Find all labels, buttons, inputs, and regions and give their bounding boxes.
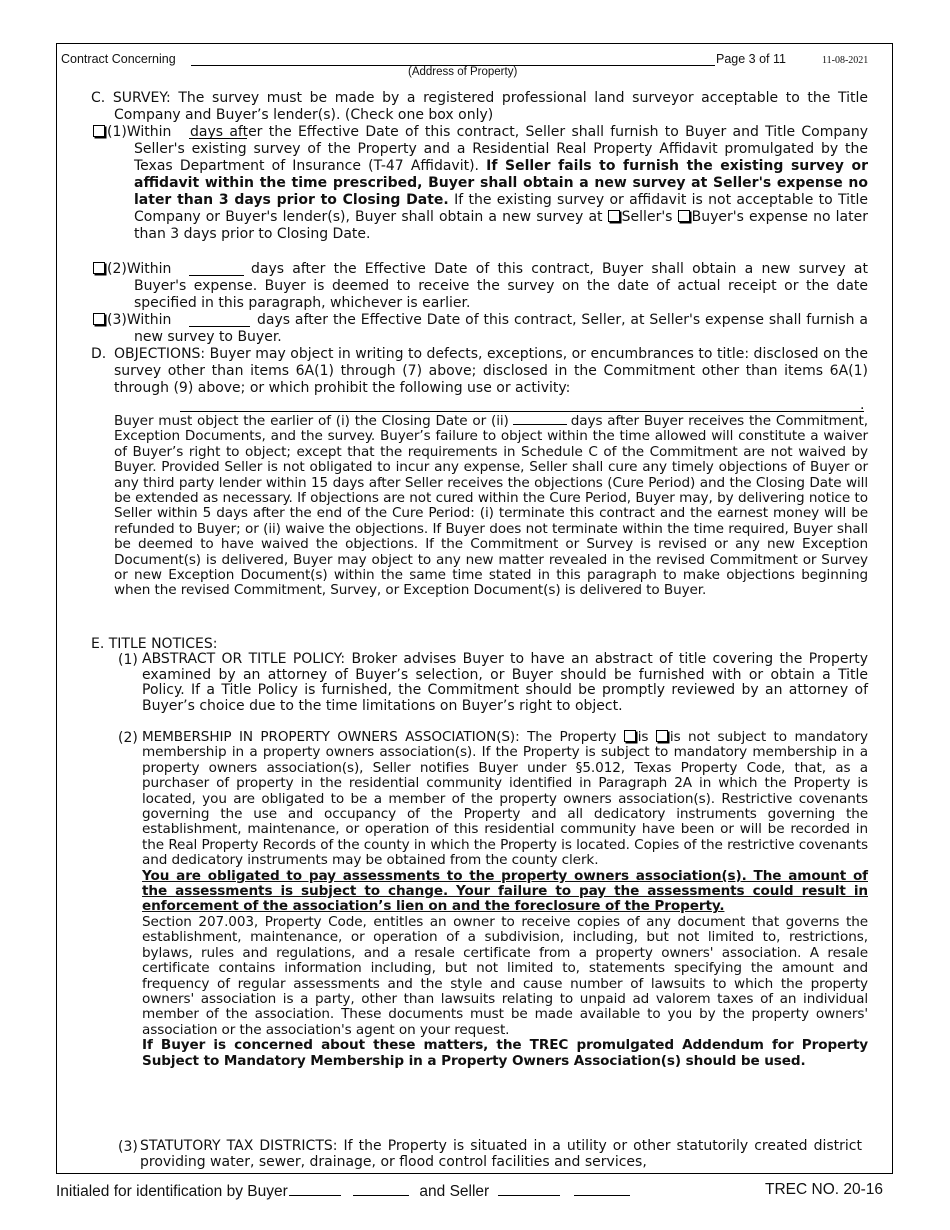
survey-option-3-days-field[interactable]: [189, 314, 250, 327]
objections-text-b: Buyer must object the earlier of (i) the Closing Date or (ii) days after Buyer receives the Commitment, Exception Documents, and the survey. Buyer’s failure to object within the time allowed will constitute a waiver of Buyer’s right to object; except that the requirements in Schedule C of the Commitment are not waived by Buyer. Provided Seller is not obligated to incur any expense, Seller shall cure any timely objections of Buyer or any third party lender within 15 days after Seller receives the objections (Cure Period) and the Closing Date will be extended as necessary. If objections are not cured within the Cure Period, Buyer may, by delivering notice to Seller within 5 days after the end of the Cure Period: (i) terminate this contract and the earnest money will be refunded to Buyer; or (ii) waive the objections. If Buyer does not terminate within the time required, Buyer shall be deemed to have waived the objections. If the Commitment or Survey is revised or any new Exception Document(s) is delivered, Buyer may object to any new matter revealed in the revised Commitment or Survey or new Exception Document(s) within the same time stated in this paragraph to make objections beginning when the revised Commitment, Survey, or Exception Document(s) is delivered to Buyer.: [114, 413, 868, 599]
survey-option-1: (1)Within: [93, 124, 171, 141]
page-number: Page 3 of 11: [716, 52, 786, 66]
poa-addendum-notice: If Buyer is concerned about these matters, the TREC promulgated Addendum for Property Subject to Mandatory Membership in a Property Owners Association(s) should be used.: [142, 1037, 868, 1069]
survey-intro: C. SURVEY: The survey must be made by a registered professional land surveyor acceptable to the Title Company and Buyer’s lender(s). (Check one box only): [91, 90, 868, 123]
buyer-expense-checkbox[interactable]: [678, 210, 690, 222]
survey-option-2: (2)Within: [93, 261, 171, 278]
survey-option-2-checkbox[interactable]: [93, 262, 105, 274]
title-notice-1-text: ABSTRACT OR TITLE POLICY: Broker advises Buyer to have an abstract of title covering the Property examined by an attorney of Buyer’s selection, or Buyer should be furnished with or obtain a Title Policy. If a Title Policy is furnished, the Commitment should be promptly reviewed by an attorney of Buyer’s choice due to the time limitations on Buyer’s right to object.: [142, 651, 868, 714]
form-date: 11-08-2021: [822, 55, 869, 66]
survey-option-3-text: days after the Effective Date of this contract, Seller, at Seller's expense shall furnish a new survey to Buyer.: [134, 312, 868, 345]
footer-initials: Initialed for identification by Buyer and Seller: [56, 1181, 630, 1201]
title-notice-2-num: (2): [118, 730, 138, 746]
title-notice-1-num: (1): [118, 652, 138, 668]
trec-form-number: TREC NO. 20-16: [765, 1181, 884, 1198]
poa-section-207: Section 207.003, Property Code, entitles an owner to receive copies of any document that governs the establishment, maintenance, or operation of a subdivision, including, but not limited to, restrictions, bylaws, rules and regulations, and a resale certificate from a property owners' association. A resale certificate contains information including, but not limited to, statements specifying the amount and frequency of regular assessments and the style and cause number of lawsuits to which the property owners' association is a party, other than lawsuits relating to unpaid ad valorem taxes of an individual member of the association. These documents must be made available to you by the property owners' association or the association's agent on your request.: [142, 913, 868, 1038]
buyer-initial-1-field[interactable]: [289, 1181, 341, 1196]
poa-is-checkbox[interactable]: [624, 730, 636, 742]
property-address-field[interactable]: [191, 51, 715, 66]
title-notice-3-num: (3): [118, 1139, 138, 1155]
objections-text-a: OBJECTIONS: Buyer may object in writing to defects, exceptions, or encumbrances to title: disclosed on the survey other than items 6A(1) through (7) above; disclosed in the Commitment other than items 6A(1) through (9) above; or which prohibit the following use or activity:: [114, 346, 868, 396]
buyer-initial-2-field[interactable]: [353, 1181, 409, 1196]
survey-option-1-days-field[interactable]: [189, 126, 247, 139]
seller-expense-checkbox[interactable]: [608, 210, 620, 222]
seller-initial-1-field[interactable]: [498, 1181, 560, 1196]
seller-initial-2-field[interactable]: [574, 1181, 630, 1196]
contract-concerning-label: Contract Concerning: [61, 52, 176, 66]
poa-assessment-warning: You are obligated to pay assessments to the property owners association(s). The amount of the assessments is subject to change. Your failure to pay the assessments could result in enforcement of the association’s lien on and the foreclosure of the Property.: [142, 867, 868, 915]
prohibited-use-field[interactable]: [180, 398, 864, 412]
objection-days-field[interactable]: [513, 413, 567, 425]
title-notice-2-text: MEMBERSHIP IN PROPERTY OWNERS ASSOCIATION(S): The Property is is not subject to mandatory membership in a property owners association(s). If the Property is subject to mandatory membership in a property owners association(s), Seller notifies Buyer under §5.012, Texas Property Code, that, as a purchaser of property in the residential community identified in Paragraph 2A in which the Property is located, you are obligated to be a member of the property owners association(s). Restrictive covenants governing the use and occupancy of the Property and all dedicatory instruments governing the establishment, maintenance, or operation of this residential community have been or will be recorded in the Real Property Records of the county in which the Property is located. Copies of the restrictive covenants and dedicatory instruments may be obtained from the county clerk. You are obligated to pay assessments to the property owners association(s). The amount of the assessments is subject to change. Your failure to pay the assessments could result in enforcement of the association’s lien on and the foreclosure of the Property. Section 207.003, Property Code, entitles an owner to receive copies of any document that governs the establishment, maintenance, or operation of a subdivision, including, but not limited to, restrictions, bylaws, rules and regulations, and a resale certificate from a property owners' association. A resale certificate contains information including, but not limited to, statements specifying the amount and frequency of regular assessments and the style and cause number of lawsuits to which the property owners' association is a party, other than lawsuits relating to unpaid ad valorem taxes of an individual member of the association. These documents must be made available to you by the property owners' association or the association's agent on your request. If Buyer is concerned about these matters, the TREC promulgated Addendum for Property Subject to Mandatory Membership in a Property Owners Association(s) should be used.: [142, 729, 868, 1069]
survey-option-1-text: days after the Effective Date of this contract, Seller shall furnish to Buyer and Title Company Seller's existing survey of the Property and a Residential Real Property Affidavit promulgated by the Texas Department of Insurance (T-47 Affidavit). If Seller fails to furnish the existing survey or affidavit within the time prescribed, Buyer shall obtain a new survey at Seller's expense no later than 3 days prior to Closing Date. If the existing survey or affidavit is not acceptable to Title Company or Buyer's lender(s), Buyer shall obtain a new survey at Seller's Buyer's expense no later than 3 days prior to Closing Date.: [134, 124, 869, 242]
survey-option-1-checkbox[interactable]: [93, 125, 105, 137]
title-notice-3-text: STATUTORY TAX DISTRICTS: If the Property is situated in a utility or other statutorily created district providing water, sewer, drainage, or flood control facilities and services,: [140, 1138, 862, 1170]
poa-is-not-checkbox[interactable]: [656, 730, 668, 742]
title-notices-heading: E. TITLE NOTICES:: [91, 636, 218, 652]
survey-option-3-checkbox[interactable]: [93, 313, 105, 325]
objections-label: D.: [91, 346, 107, 362]
objections-period: .: [860, 397, 865, 413]
survey-option-2-days-field[interactable]: [189, 263, 244, 276]
survey-option-2-text: days after the Effective Date of this contract, Buyer shall obtain a new survey at Buyer's expense. Buyer is deemed to receive the survey on the date of actual receipt or the date specified in this paragraph, whichever is earlier.: [134, 261, 868, 311]
address-caption: (Address of Property): [408, 66, 518, 78]
survey-option-3: (3)Within: [93, 312, 171, 329]
